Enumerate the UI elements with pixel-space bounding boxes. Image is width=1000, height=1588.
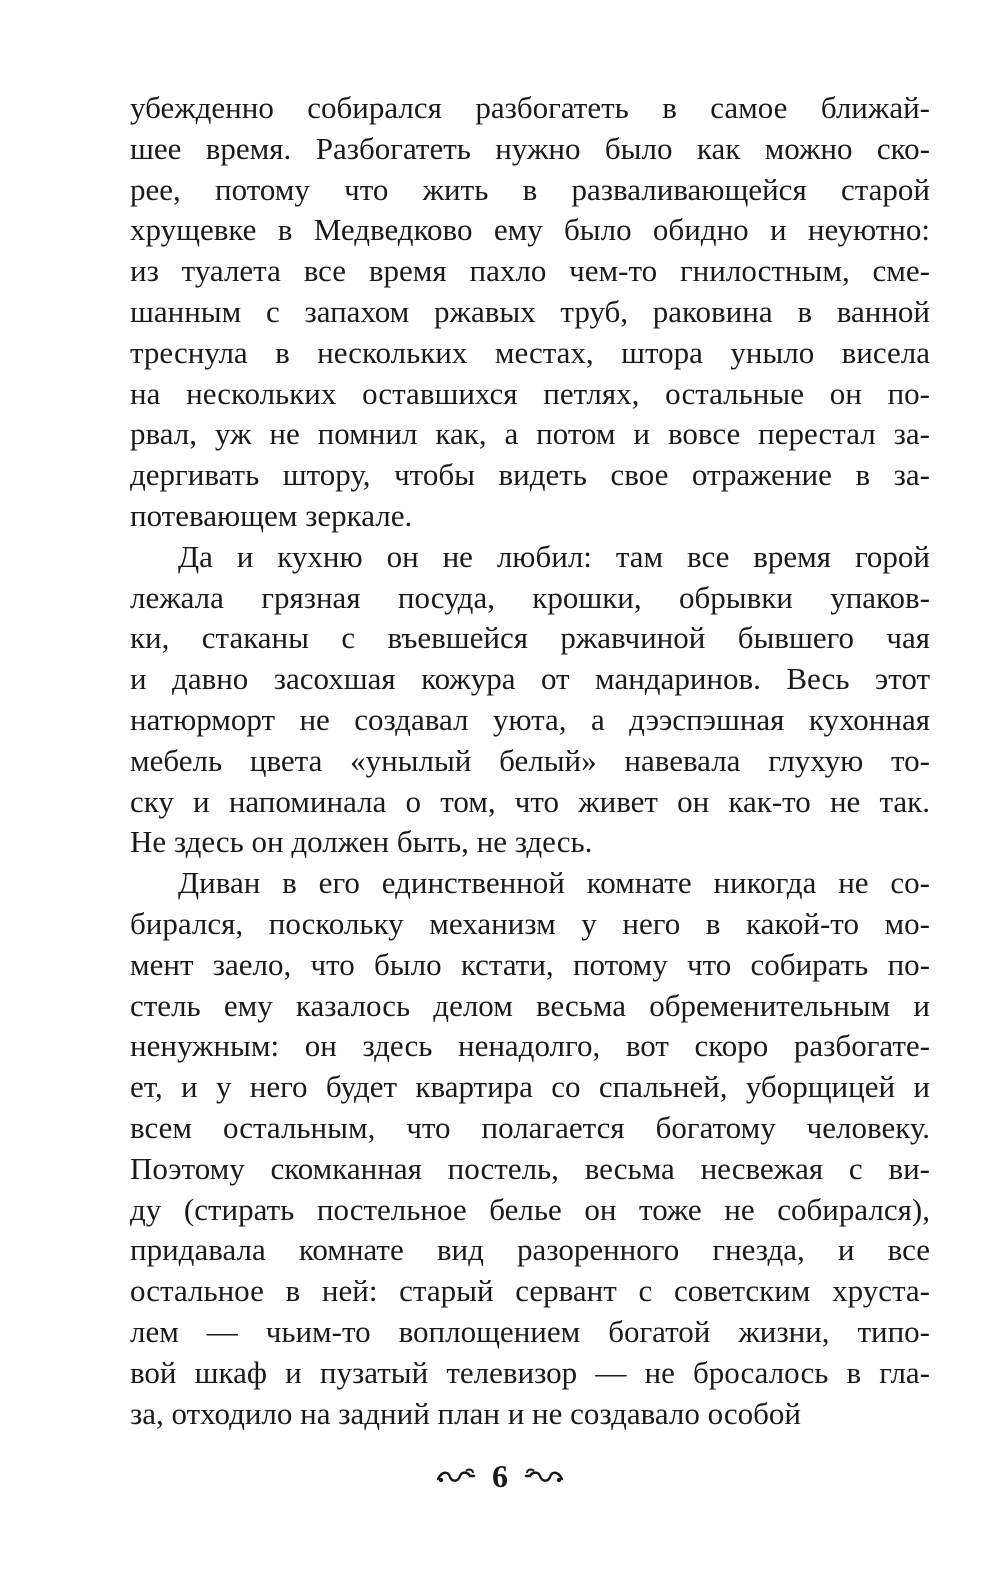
text-line: на нескольких оставшихся петлях, остальные он по- (130, 375, 930, 411)
text-line: рее, потому что жить в разваливающейся старой (130, 171, 930, 207)
body-text (130, 88, 930, 1434)
text-line: потевающем зеркале. (130, 497, 413, 533)
text-line: убежденно собирался разбогатеть в самое ближай- (130, 90, 930, 125)
paragraph (130, 88, 930, 537)
text-line: шее время. Разбогатеть нужно было как можно ско- (130, 130, 930, 166)
text-line: ску и напоминала о том, что живет он как-то не так. (130, 783, 930, 819)
text-line: Поэтому скомканная постель, весьма несвежая с ви- (130, 1150, 930, 1186)
text-line: ет, и у него будет квартира со спальней, уборщицей и (130, 1069, 930, 1105)
text-line: и давно засохшая кожура от мандаринов. Весь этот (130, 661, 930, 697)
text-line: дергивать штору, чтобы видеть свое отражение в за- (130, 457, 930, 493)
text-line: Не здесь он должен быть, не здесь. (130, 824, 593, 860)
page-number: 6 (492, 1457, 508, 1494)
text-line: Да и кухню он не любил: там все время горой (178, 538, 930, 574)
swash-ornament-left-icon (436, 1465, 476, 1487)
text-line: бирался, поскольку механизм у него в какой-то мо- (130, 905, 930, 941)
text-line: треснула в нескольких местах, штора уныло висела (130, 334, 930, 370)
text-line: остальное в ней: старый сервант с советским хруста- (130, 1273, 930, 1309)
text-line: стель ему казалось делом весьма обременительным и (130, 987, 930, 1023)
page-footer (0, 1452, 1000, 1496)
text-line: натюрморт не создавал уюта, а дээспэшная кухонная (130, 701, 930, 737)
text-line: ду (стирать постельное белье он тоже не собирался), (130, 1191, 930, 1227)
text-line: лем — чьим-то воплощением богатой жизни, типо- (130, 1313, 930, 1349)
text-line: рвал, уж не помнил как, а потом и вовсе перестал за- (130, 416, 930, 452)
text-line: лежала грязная посуда, крошки, обрывки упаков- (130, 579, 930, 615)
text-line: придавала комнате вид разоренного гнезда, и все (130, 1232, 930, 1268)
text-line: хрущевке в Медведково ему было обидно и неуютно: (130, 212, 930, 248)
text-line: ки, стаканы с въевшейся ржавчиной бывшего чая (130, 620, 930, 656)
text-line: мент заело, что было кстати, потому что собирать по- (130, 946, 930, 982)
text-line: ненужным: он здесь ненадолго, вот скоро разбогате- (130, 1028, 930, 1064)
text-line: из туалета все время пахло чем-то гнилостным, сме- (130, 253, 930, 289)
text-line: мебель цвета «унылый белый» навевала глухую то- (130, 742, 930, 778)
text-line: вой шкаф и пузатый телевизор — не бросалось в гла- (130, 1354, 930, 1390)
swash-ornament-right-icon (524, 1465, 564, 1487)
text-line: всем остальным, что полагается богатому человеку. (130, 1109, 930, 1145)
paragraph (130, 537, 930, 863)
paragraph (130, 863, 930, 1434)
text-line: Диван в его единственной комнате никогда не со- (178, 865, 930, 901)
text-line: за, отходило на задний план и не создавало особой (130, 1395, 801, 1431)
text-line: шанным с запахом ржавых труб, раковина в ванной (130, 293, 930, 329)
